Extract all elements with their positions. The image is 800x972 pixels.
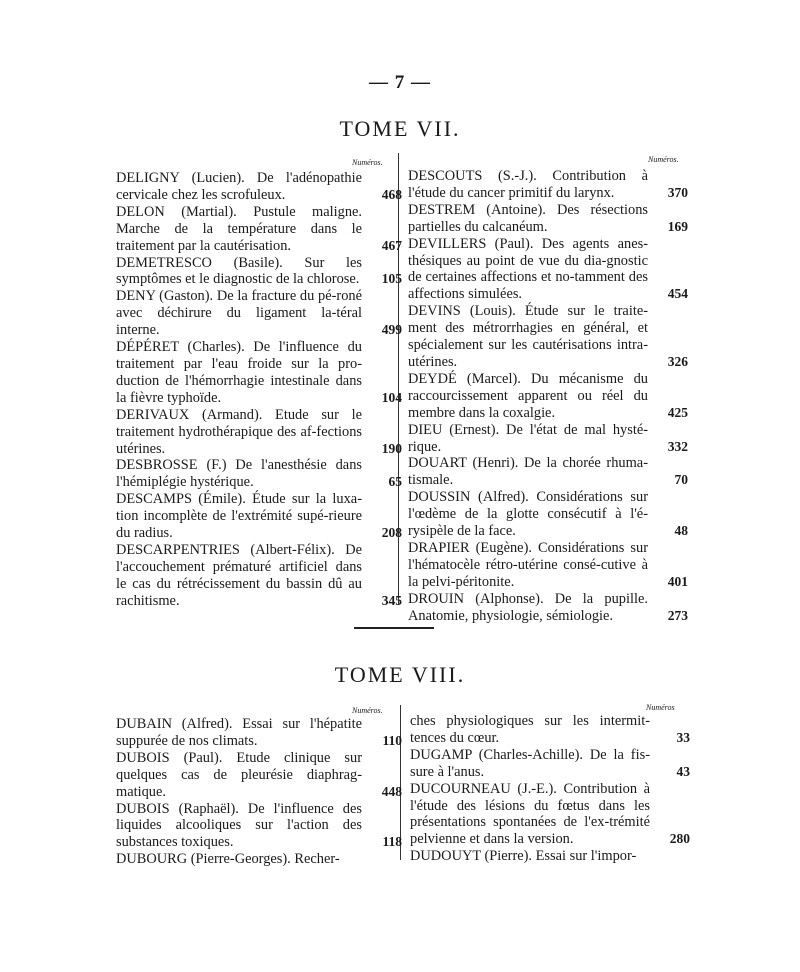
entry-text: DUBOIS (Paul). Etude clinique sur quelques cas de pleurésie diaphrag-matique. (116, 749, 362, 800)
index-entry (116, 170, 402, 204)
entry-number: 48 (674, 523, 688, 539)
entry-number: 345 (381, 592, 402, 608)
index-entry (408, 168, 688, 202)
index-entry (408, 539, 688, 591)
entry-number: 401 (667, 573, 688, 589)
entry-text: DIEU (Ernest). De l'état de mal hysté-rique. (408, 421, 648, 455)
index-entry (116, 716, 402, 750)
numbers-header: Numéros. (352, 706, 383, 715)
entry-number: 33 (676, 729, 690, 745)
entry-number: 454 (667, 286, 688, 302)
entry-text: DOUART (Henri). De la chorée rhuma-tismale. (408, 455, 648, 489)
entry-text: DESBROSSE (F.) De l'anesthésie dans l'hémiplégie hystérique. (116, 457, 362, 491)
entry-text: DUBOURG (Pierre-Georges). Recher- (116, 851, 340, 868)
entry-text: DUBAIN (Alfred). Essai sur l'hépatite suppurée de nos climats. (116, 716, 362, 749)
section-divider (354, 627, 434, 629)
index-column-right (410, 713, 690, 865)
entry-number: 110 (382, 732, 402, 748)
entry-number: 370 (667, 184, 688, 200)
entry-number: 104 (381, 389, 402, 405)
entry-number: 105 (381, 271, 402, 287)
index-entry (410, 713, 690, 747)
index-entry (408, 201, 688, 236)
entry-text: ches physiologiques sur les intermit-tences du cœur. (410, 713, 650, 746)
entry-text: DRAPIER (Eugène). Considérations sur l'hématocèle rétro-utérine consé-cutive à la pelvi-péritonite. (408, 539, 648, 590)
index-entry (408, 421, 688, 456)
entry-text: DESCOUTS (S.-J.). Contribution à l'étude du cancer primitif du larynx. (408, 168, 648, 201)
entry-number: 499 (381, 322, 402, 338)
entry-number: 467 (381, 237, 402, 253)
index-entry (116, 288, 402, 339)
entry-text: DEYDÉ (Marcel). Du mécanisme du raccourcissement apparent ou réel du membre dans la coxalgie. (408, 370, 648, 421)
index-column-right (408, 168, 688, 624)
index-column-left (116, 170, 402, 610)
index-entry (408, 489, 688, 540)
entry-number: 273 (667, 607, 688, 623)
section-title: TOME VII. (339, 116, 461, 141)
numbers-header: Numéros. (648, 155, 679, 164)
entry-number: 65 (388, 474, 402, 490)
index-entry (116, 851, 362, 868)
index-entry (116, 406, 402, 458)
index-entry (116, 491, 402, 542)
index-entry (408, 303, 688, 371)
page-number: — 7 — (369, 72, 431, 93)
numbers-header: Numéros (646, 703, 675, 712)
entry-text: DELIGNY (Lucien). De l'adénopathie cervicale chez les scrofuleux. (116, 170, 362, 203)
entry-text: DEMETRESCO (Basile). Sur les symptômes et le diagnostic de la chlorose. (116, 254, 362, 288)
index-entry (116, 800, 402, 852)
entry-text: DUBOIS (Raphaël). De l'influence des liquides alcooliques sur l'action des substances toxiques. (116, 800, 362, 851)
index-entry (116, 203, 402, 255)
numbers-header: Numéros. (352, 158, 383, 167)
index-entry (410, 746, 690, 781)
index-entry (116, 254, 402, 289)
entry-text: DESTREM (Antoine). Des résections partielles du calcanéum. (408, 201, 648, 235)
index-entry (116, 749, 402, 801)
entry-text: DELON (Martial). Pustule maligne. Marche de la température dans le traitement par la cautérisation. (116, 203, 362, 254)
entry-text: DENY (Gaston). De la fracture du pé-roné avec déchirure du ligament la-téral interne. (116, 288, 362, 339)
index-entry (408, 235, 688, 304)
entry-number: 70 (674, 472, 688, 488)
entry-text: DEVINS (Louis). Étude sur le traite-ment des métrorrhagies en général, et spécialement sur les cautérisations intra-utérines. (408, 303, 648, 370)
index-entry (116, 339, 402, 407)
entry-text: DUDOUYT (Pierre). Essai sur l'impor- (410, 848, 637, 865)
entry-number: 448 (381, 783, 402, 799)
index-entry (408, 590, 688, 625)
entry-number: 208 (381, 525, 402, 541)
entry-number: 326 (667, 353, 688, 369)
section-title: TOME VIII. (334, 662, 466, 687)
entry-text: DEVILLERS (Paul). Des agents anes-thésiques au point de vue du dia-gnostic de certaines affections et no-tamment des affections simulées. (408, 235, 648, 303)
entry-text: DUGAMP (Charles-Achille). De la fis-sure à l'anus. (410, 746, 650, 780)
index-column-left (116, 716, 402, 868)
index-entry (408, 370, 688, 422)
entry-number: 425 (667, 404, 688, 420)
entry-text: DROUIN (Alphonse). De la pupille. Anatomie, physiologie, sémiologie. (408, 590, 648, 624)
entry-text: DESCAMPS (Émile). Étude sur la luxa-tion incomplète de l'extrémité supé-rieure du radius. (116, 491, 362, 542)
entry-text: DESCARPENTRIES (Albert-Félix). De l'accouchement prématuré artificiel dans le cas du rétrécissement du bassin dû au rachitisme. (116, 541, 362, 609)
index-entry (116, 457, 402, 491)
entry-number: 468 (381, 186, 402, 202)
index-entry (116, 541, 402, 610)
entry-text: DERIVAUX (Armand). Etude sur le traitement hydrothérapique des af-fections utérines. (116, 406, 362, 457)
index-entry (410, 848, 650, 865)
entry-number: 280 (669, 831, 690, 847)
index-entry (408, 455, 688, 489)
entry-number: 43 (676, 763, 690, 779)
entry-text: DUCOURNEAU (J.-E.). Contribution à l'étude des lésions du fœtus dans les présentations spontanées de l'ex-trémité pelvienne et dans la version. (410, 780, 650, 848)
entry-number: 332 (667, 438, 688, 454)
entry-number: 169 (667, 218, 688, 234)
entry-number: 118 (382, 834, 402, 850)
index-entry (410, 780, 690, 849)
entry-number: 190 (381, 440, 402, 456)
entry-text: DOUSSIN (Alfred). Considérations sur l'œdème de la glotte consécutif à l'é-rysipèle de la face. (408, 489, 648, 540)
entry-text: DÉPÉRET (Charles). De l'influence du traitement par l'eau froide sur la pro-duction de l'hémorrhagie intestinale dans la fièvre typhoïde. (116, 339, 362, 406)
